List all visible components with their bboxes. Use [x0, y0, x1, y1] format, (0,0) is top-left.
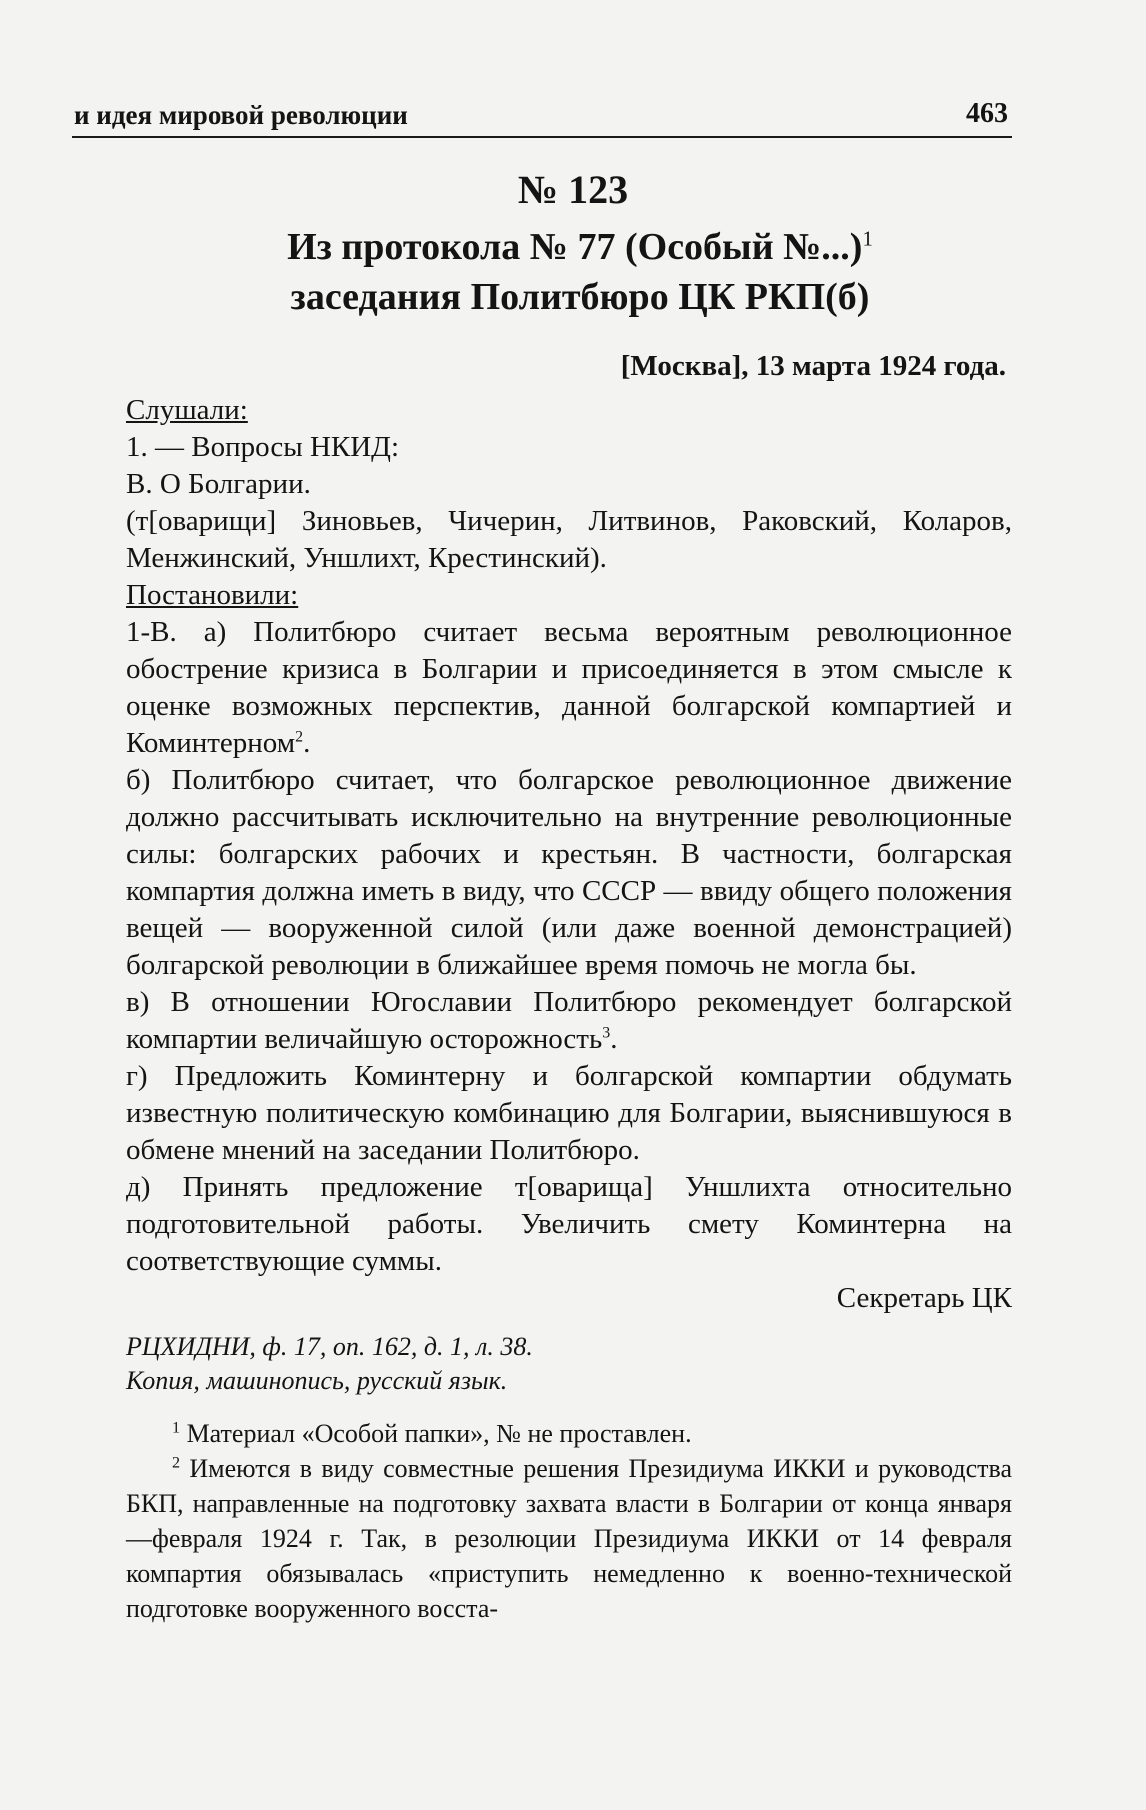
document-note: Копия, машинопись, русский язык. — [126, 1366, 508, 1395]
participants: (т[оварищи] Зиновьев, Чичерин, Литвинов, Раковский, Коларов, Менжинский, Уншлихт, Крестинский). — [126, 505, 1012, 574]
paragraph-a-text: 1-В. а) Политбюро считает весьма вероятным революционное обострение кризиса в Болгарии и присоединяется в этом смысле к оценке возможных перспектив, данной болгарской компартией и Коминтерном — [126, 616, 1012, 759]
protocol-body — [126, 392, 1012, 1317]
page-number: 463 — [966, 98, 1008, 129]
heard-item: 1. — Вопросы НКИД: — [126, 431, 400, 463]
footnote-1 — [126, 1416, 1012, 1451]
running-title: и идея мировой революции — [74, 100, 408, 130]
paragraph-b: б) Политбюро считает, что болгарское революционное движение должно рассчитывать исключительно на внутренние революционные силы: болгарских рабочих и крестьян. В частности, болгарская компартия должна иметь в виду, что СССР — ввиду общего положения вещей — вооруженной силой (или даже военной демонстрацией) болгарской революции в ближайшее время помочь не могла бы. — [126, 764, 1012, 981]
footnote-2-text: Имеются в виду совместные решения Президиума ИККИ и руководства БКП, направленные на подготовку захвата власти в Болгарии от конца января—февраля 1924 г. Так, в резолюции Президиума ИККИ от 14 февраля компартия обязывалась «приступить немедленно к военно-технической подготовке вооруженного восста- — [126, 1454, 1013, 1623]
document-title-line-2: заседания Политбюро ЦК РКП(б) — [290, 276, 870, 318]
footnote-ref-2: 2 — [295, 728, 304, 746]
paragraph-a — [126, 614, 1012, 762]
footnotes — [126, 1416, 1012, 1626]
page-header — [72, 96, 1012, 138]
document-title-line-1 — [140, 222, 1020, 272]
paragraph-d: д) Принять предложение т[оварища] Уншлихта относительно подготовительной работы. Увеличить смету Коминтерна на соответствующие суммы. — [126, 1171, 1012, 1277]
document-title — [140, 222, 1020, 322]
footnote-2-number: 2 — [172, 1454, 181, 1472]
document-number: № 123 — [517, 167, 629, 212]
resolved-label: Постановили: — [126, 579, 299, 611]
footnote-2 — [126, 1451, 1012, 1626]
paragraph-v-text: в) В отношении Югославии Политбюро рекомендует болгарской компартии величайшую осторожность — [126, 986, 1012, 1055]
paragraph-a-end: . — [303, 727, 311, 759]
archival-source — [126, 1330, 1012, 1398]
heard-sub: В. О Болгарии. — [126, 468, 311, 500]
heard-label: Слушали: — [126, 394, 248, 426]
title-line-1-text: Из протокола № 77 (Особый №...) — [287, 226, 863, 268]
paragraph-g: г) Предложить Коминтерну и болгарской компартии обдумать известную политическую комбинацию для Болгарии, выяснившуюся в обмене мнений на заседании Политбюро. — [126, 1060, 1012, 1166]
place-date: [Москва], 13 марта 1924 года. — [620, 350, 1006, 382]
footnote-1-text: Материал «Особой папки», № не проставлен. — [186, 1419, 692, 1448]
footnote-ref-3: 3 — [602, 1024, 611, 1042]
footnote-1-number: 1 — [172, 1419, 181, 1437]
paragraph-v-end: . — [610, 1023, 618, 1055]
footnote-ref-1: 1 — [862, 226, 873, 251]
archive-reference: РЦХИДНИ, ф. 17, оп. 162, д. 1, л. 38. — [126, 1332, 533, 1361]
signature: Секретарь ЦК — [836, 1282, 1012, 1314]
paragraph-v — [126, 984, 1012, 1058]
